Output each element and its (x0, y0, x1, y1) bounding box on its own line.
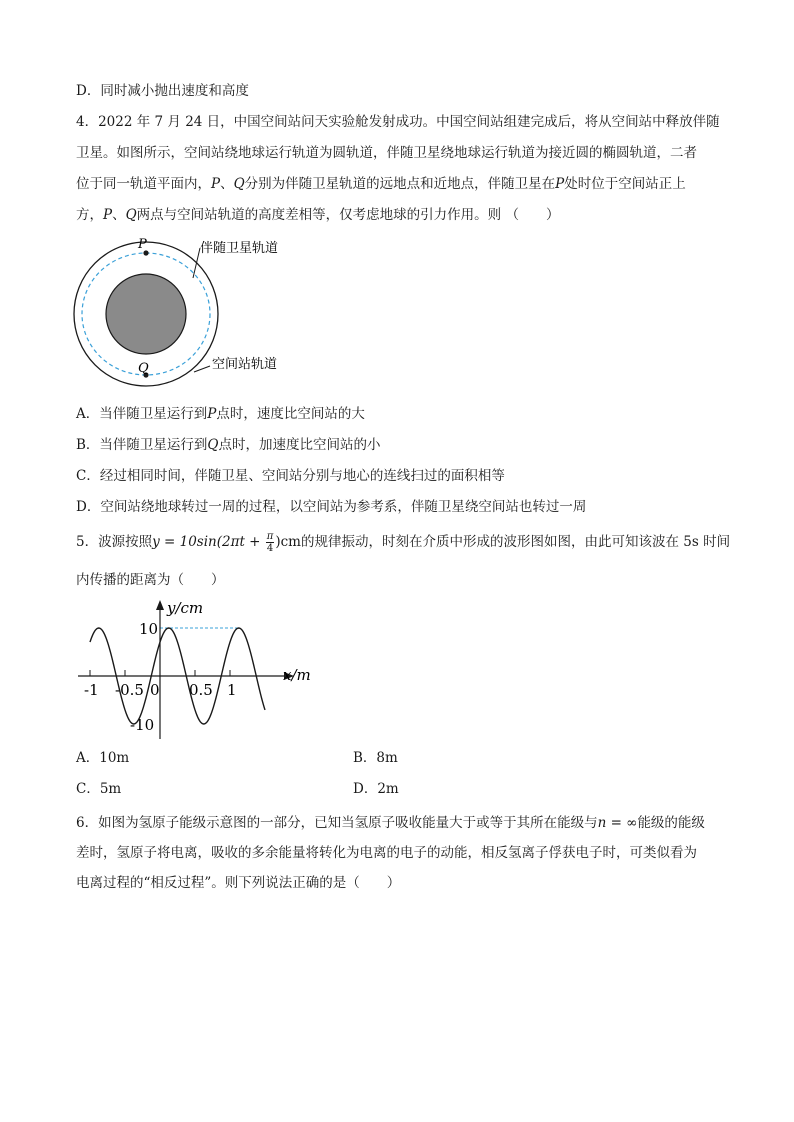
q4-stem-line-2: 卫星。如图所示，空间站绕地球运行轨道为圆轨道，伴随卫星绕地球运行轨道为接近圆的椭圆轨道，二者 (76, 145, 697, 161)
q5-option-d[interactable]: D．2m (353, 781, 399, 797)
station-orbit-leader (194, 366, 210, 372)
x-tick-label: 0.5 (189, 681, 213, 699)
x-tick-label: -1 (84, 681, 99, 699)
q3-option-d[interactable]: D．同时减小抛出速度和高度 (76, 83, 249, 99)
q5-option-c[interactable]: C．5m (76, 781, 122, 797)
q5-stem-line-2: 内传播的距离为（ ） (76, 572, 225, 588)
q6-stem-line-3: 电离过程的“相反过程”。则下列说法正确的是（ ） (76, 875, 401, 891)
q4-option-d[interactable]: D．空间站绕地球转过一周的过程，以空间站为参考系，伴随卫星绕空间站也转过一周 (76, 499, 587, 515)
wave-chart (70, 592, 330, 742)
q5-option-b[interactable]: B．8m (353, 750, 398, 766)
q4-stem-line-3: 位于同一轨道平面内，P、Q分别为伴随卫星轨道的远地点和近地点，伴随卫星在P处时位于空间站正上 (76, 176, 686, 192)
q5-option-a[interactable]: A．10m (76, 750, 130, 766)
q6-stem-line-2: 差时，氢原子将电离，吸收的多余能量将转化为电离的电子的动能，相反氢离子俘获电子时，可类似看为 (76, 845, 697, 861)
x-axis-label: x/m (283, 666, 311, 684)
label-station-orbit: 空间站轨道 (212, 357, 278, 372)
x-tick-label: 1 (227, 681, 237, 699)
y-tick-label: 10 (139, 620, 159, 638)
y-axis-arrow (156, 600, 164, 610)
q4-stem-line-4: 方，P、Q两点与空间站轨道的高度差相等，仅考虑地球的引力作用。则 （ ） (76, 207, 560, 223)
y-tick-label: -10 (130, 716, 155, 734)
satellite-orbit-leader (193, 248, 200, 278)
q6-stem-line-1: 6．如图为氢原子能级示意图的一部分，已知当氢原子吸收能量大于或等于其所在能级与n = ∞能级的能级 (76, 815, 705, 831)
q5-fraction: $\frac{\pi}{4}$ (266, 531, 274, 554)
y-axis-label: y/cm (167, 599, 204, 617)
label-p: P (138, 237, 147, 252)
earth-disk (106, 274, 186, 354)
x-tick-label: 0 (150, 681, 160, 699)
q4-option-a[interactable]: A．当伴随卫星运行到P点时，速度比空间站的大 (76, 406, 365, 422)
q4-option-b[interactable]: B．当伴随卫星运行到Q点时，加速度比空间站的小 (76, 437, 381, 453)
label-q: Q (138, 361, 149, 376)
x-tick-label: -0.5 (115, 681, 144, 699)
orbit-diagram (60, 228, 360, 403)
q5-equation: y = 10sin(2πt + (152, 534, 265, 550)
label-satellite-orbit: 伴随卫星轨道 (200, 241, 279, 256)
q5-stem-line-1: 5．波源按照y = 10sin(2πt + $\frac{\pi}{4}$ )cm的规律振动，时刻在介质中形成的波形图如图，由此可知该波在 5s 时间 (76, 531, 731, 554)
q4-stem-line-1: 4．2022 年 7 月 24 日，中国空间站问天实验舱发射成功。中国空间站组建完成后，将从空间站中释放伴随 (76, 114, 720, 130)
q4-option-c[interactable]: C．经过相同时间，伴随卫星、空间站分别与地心的连线扫过的面积相等 (76, 468, 505, 484)
